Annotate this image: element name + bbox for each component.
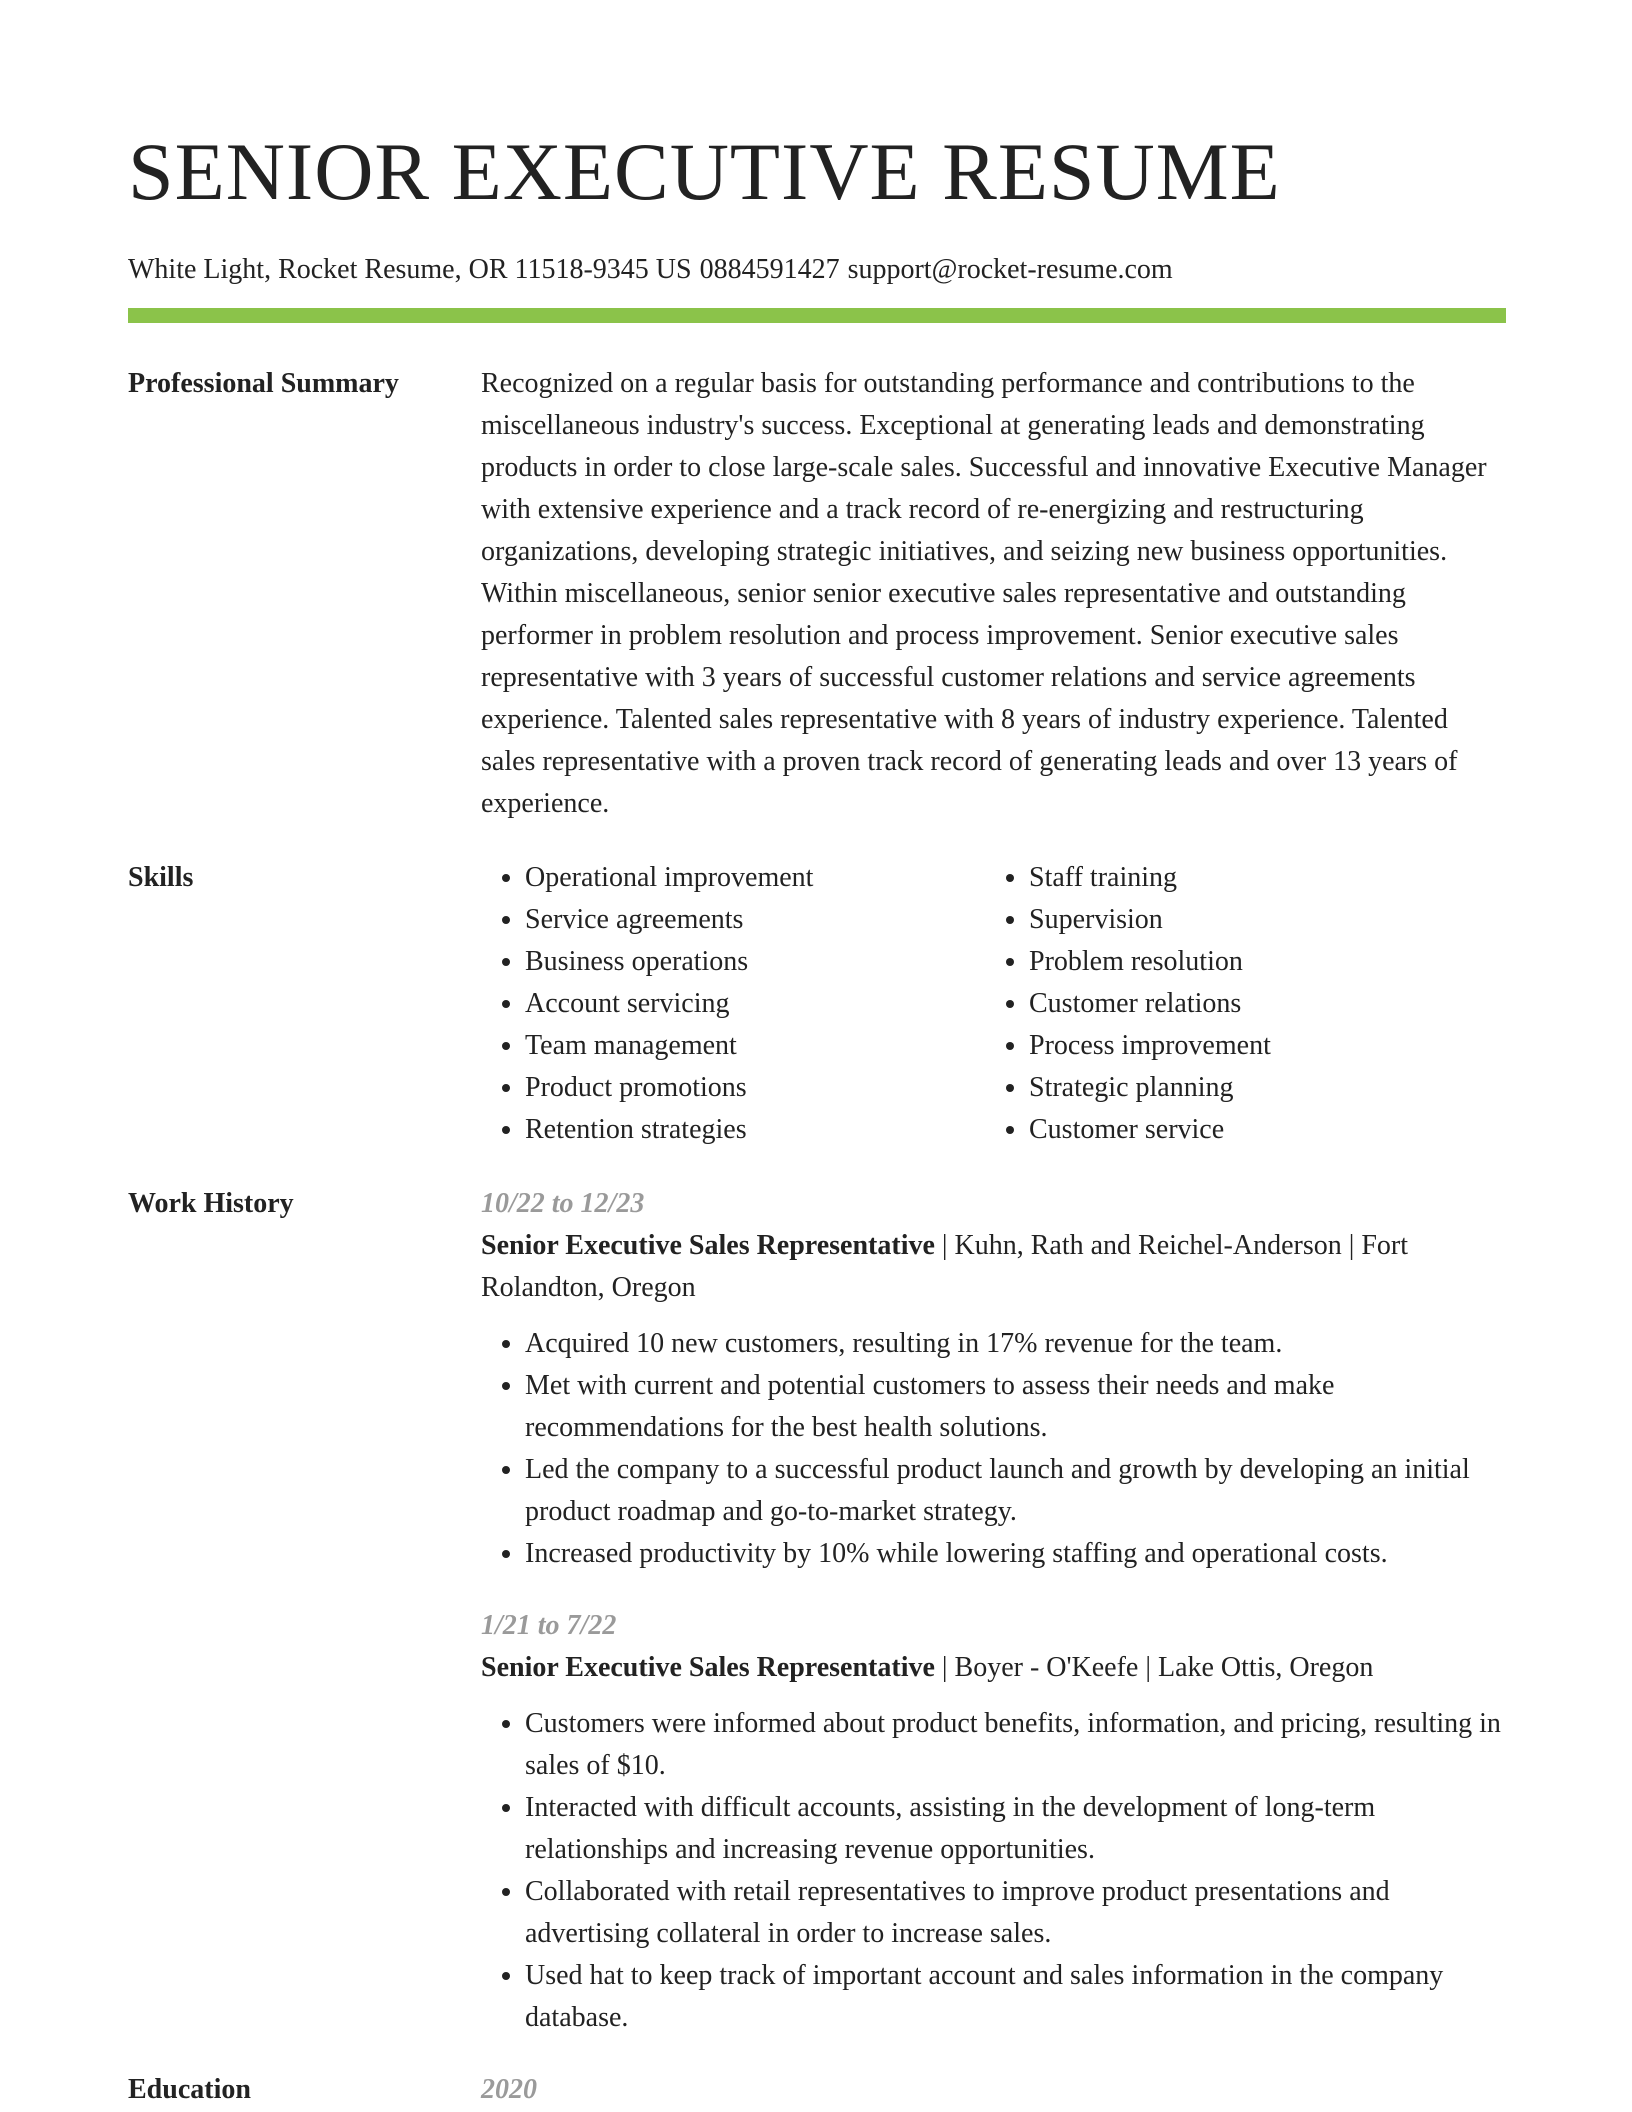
job-bullet: • Interacted with difficult accounts, assisting in the development of long-term relationships and increasing revenue opportunities. — [525, 1787, 1506, 1871]
work-history-content — [481, 1183, 1506, 2039]
contact-address: White Light, Rocket Resume, OR 11518-9345 US — [128, 254, 692, 285]
job-bullet: • Customers were informed about product benefits, information, and pricing, resulting in sales of $10. — [525, 1703, 1506, 1787]
job-bullet: • Collaborated with retail representatives to improve product presentations and advertising collateral in order to increase sales. — [525, 1871, 1506, 1955]
job-bullet: • Used hat to keep track of important account and sales information in the company database. — [525, 1955, 1506, 2039]
job-entry — [481, 1605, 1506, 2039]
job-bullet: • Acquired 10 new customers, resulting in 17% revenue for the team. — [525, 1323, 1506, 1365]
resume-title: SENIOR EXECUTIVE RESUME — [128, 126, 1281, 217]
education-year: 2020 — [481, 2074, 537, 2105]
skills-section — [128, 857, 1506, 1151]
skill-item: • Customer relations — [1029, 983, 1271, 1025]
job-details: | Kuhn, Rath and Reichel-Anderson | Fort Rolandton, Oregon — [481, 1230, 1409, 1303]
skill-item: • Strategic planning — [1029, 1067, 1271, 1109]
job-bullet: • Increased productivity by 10% while lowering staffing and operational costs. — [525, 1533, 1506, 1575]
job-entry — [481, 1183, 1506, 1575]
resume-page — [128, 0, 1506, 2111]
education-label: Education — [128, 2074, 251, 2105]
skill-item: • Supervision — [1029, 899, 1271, 941]
skill-item: • Service agreements — [525, 899, 985, 941]
skills-list-right — [985, 857, 1271, 1151]
contact-phone: 0884591427 — [699, 254, 840, 285]
job-title: Senior Executive Sales Representative — [481, 1230, 935, 1261]
skills-list-left — [481, 857, 985, 1151]
skill-item: • Customer service — [1029, 1109, 1271, 1151]
job-heading — [481, 1647, 1506, 1689]
header-divider — [128, 308, 1506, 323]
summary-text: Recognized on a regular basis for outstanding performance and contributions to the miscellaneous industry's success. Exceptional at generating leads and demonstrating products in order to close large-scale sales. Successful and innovative Executive Manager with extensive experience and a track record of re-energizing and restructuring organizations, developing strategic initiatives, and seizing new business opportunities. Within miscellaneous, senior senior executive sales representative and outstanding performer in problem resolution and process improvement. Senior executive sales representative with 3 years of successful customer relations and service agreements experience. Talented sales representative with 8 years of industry experience. Talented sales representative with a proven track record of generating leads and over 13 years of experience. — [481, 368, 1487, 819]
skills-content — [481, 857, 1506, 1151]
contact-email: support@rocket-resume.com — [847, 254, 1173, 285]
contact-line — [128, 252, 1506, 288]
skill-item: • Retention strategies — [525, 1109, 985, 1151]
job-title: Senior Executive Sales Representative — [481, 1652, 935, 1683]
job-bullet: • Led the company to a successful product launch and growth by developing an initial product roadmap and go-to-market strategy. — [525, 1449, 1506, 1533]
work-history-section — [128, 1183, 1506, 2039]
skill-item: • Product promotions — [525, 1067, 985, 1109]
job-bullet: • Met with current and potential customers to assess their needs and make recommendations for the best health solutions. — [525, 1365, 1506, 1449]
skill-item: • Staff training — [1029, 857, 1271, 899]
job-dates: 10/22 to 12/23 — [481, 1188, 645, 1219]
education-section — [128, 2069, 1506, 2111]
skill-item: • Business operations — [525, 941, 985, 983]
work-history-label: Work History — [128, 1188, 294, 1219]
job-heading — [481, 1225, 1506, 1309]
summary-section — [128, 363, 1506, 825]
skill-item: • Team management — [525, 1025, 985, 1067]
job-dates: 1/21 to 7/22 — [481, 1610, 617, 1641]
skills-label: Skills — [128, 862, 194, 893]
skill-item: • Account servicing — [525, 983, 985, 1025]
job-details: | Boyer - O'Keefe | Lake Ottis, Oregon — [934, 1652, 1374, 1683]
education-content — [481, 2069, 1506, 2111]
job-bullets — [481, 1703, 1506, 2039]
skill-item: • Operational improvement — [525, 857, 985, 899]
job-bullets — [481, 1323, 1506, 1575]
skill-item: • Process improvement — [1029, 1025, 1271, 1067]
summary-label: Professional Summary — [128, 368, 399, 399]
summary-content — [481, 363, 1506, 825]
skill-item: • Problem resolution — [1029, 941, 1271, 983]
